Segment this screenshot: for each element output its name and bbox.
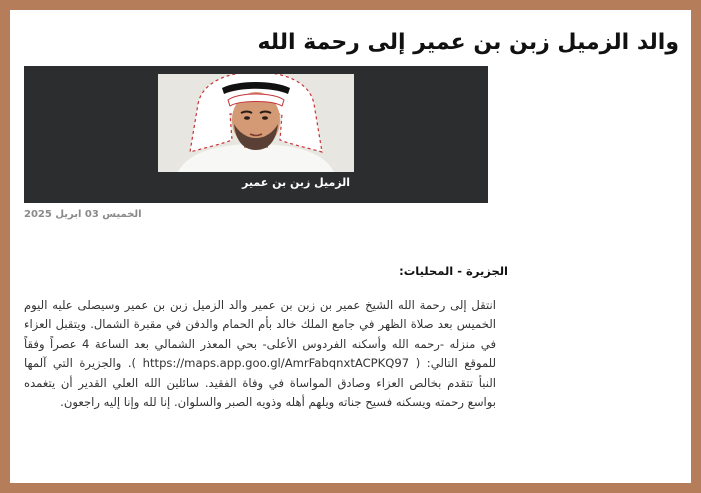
location-link[interactable]: https://maps.app.goo.gl/AmrFabqnxtACPKQ97: [142, 356, 410, 371]
article-body: [24, 296, 496, 412]
photo-panel: [24, 66, 488, 203]
photo-caption: الزميل زبن بن عمير: [242, 176, 350, 189]
person-portrait-image: [158, 74, 354, 172]
body-text-part1: انتقل إلى رحمة الله الشيخ عمير بن زبن بن عمير والد الزميل زبن بن عمير وسيصلى عليه اليوم الخميس بعد صلاة الظهر في جامع الملك خالد بأم الحمام والدفن في مقبرة الشمال. ويتقبل العزاء في منزله -رحمه الله وأسكنه الفردوس الأعلى- بحي المعذر الشمالي بعد الساعة 4 عصراً وفقاً للموقع التالي: (: [24, 298, 497, 371]
article-card: [10, 10, 691, 483]
body-text-part2: ). والجزيرة التي آلمها النبأ تتقدم بخالص العزاء وصادق المواساة في وفاة الفقيد. سائلين الله العلي القدير أن يتغمده بواسع رحمته ويسكنه فسيح جناته ويلهم أهله وذويه الصبر والسلوان. إنا لله وإنا إليه راجعون.: [24, 356, 496, 410]
portrait-photo: [158, 74, 354, 172]
article-headline: والد الزميل زبن بن عمير إلى رحمة الله: [257, 30, 679, 55]
publish-date: الخميس 03 ابريل 2025: [24, 209, 142, 220]
article-dateline: الجزيرة - المحليات:: [399, 264, 508, 278]
